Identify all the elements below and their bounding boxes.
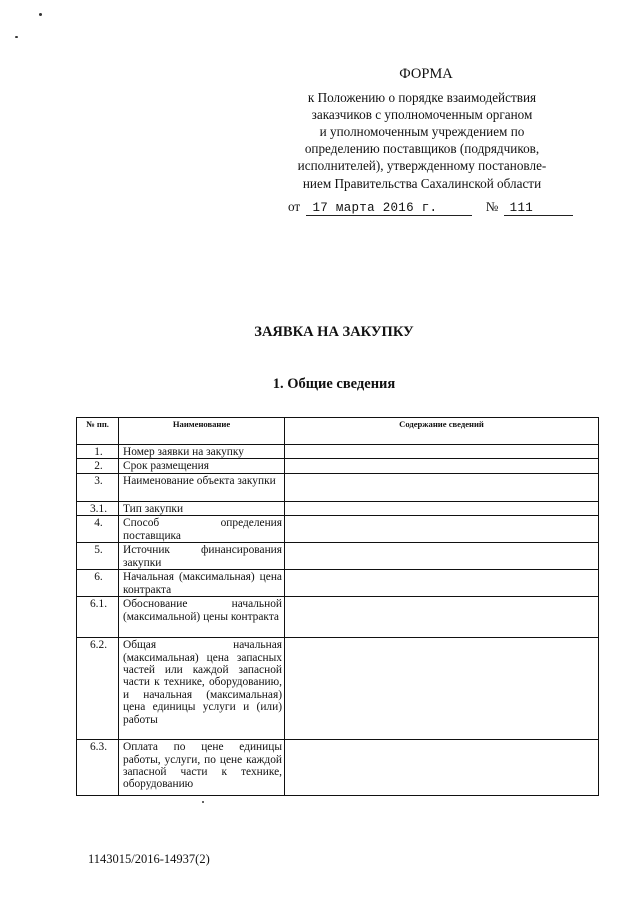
row-name: Источник финансирования закупки xyxy=(119,543,285,570)
row-content[interactable] xyxy=(285,638,599,740)
header-line: исполнителей), утвержденному постановле- xyxy=(297,158,547,174)
table-row xyxy=(77,516,599,543)
row-number: 6.3. xyxy=(77,740,119,796)
scan-speck xyxy=(202,801,204,803)
document-title: ЗАЯВКА НА ЗАКУПКУ xyxy=(254,324,414,340)
table-row xyxy=(77,543,599,570)
decree-number: 111 xyxy=(504,201,573,216)
table-row xyxy=(77,445,599,459)
row-name: Тип закупки xyxy=(119,501,285,515)
column-header-num: № пп. xyxy=(77,418,119,445)
row-number: 6. xyxy=(77,570,119,597)
header-line: и уполномоченным учреждением по xyxy=(319,124,525,140)
table-header-row xyxy=(77,418,599,445)
header-line: к Положению о порядке взаимодействия xyxy=(307,90,537,106)
table-row xyxy=(77,459,599,473)
document-code: 1143015/2016-14937(2) xyxy=(88,852,210,866)
decree-reference xyxy=(288,199,588,216)
row-name: Общая начальная (максимальная) цена запасных частей или каждой запасной части к технике, оборудованию, и начальная (максимальная) цена единицы услуги и (или) работы xyxy=(119,638,285,740)
row-number: 3. xyxy=(77,473,119,501)
row-content[interactable] xyxy=(285,570,599,597)
table-row xyxy=(77,638,599,740)
form-label: ФОРМА xyxy=(399,66,453,82)
header-line: заказчиков с уполномоченным органом xyxy=(311,107,533,123)
row-name: Обоснование начальной (максимальной) цены контракта xyxy=(119,597,285,638)
row-content[interactable] xyxy=(285,445,599,459)
row-number: 3.1. xyxy=(77,501,119,515)
form-header xyxy=(262,66,582,192)
scan-speck xyxy=(39,13,42,16)
row-content[interactable] xyxy=(285,740,599,796)
row-content[interactable] xyxy=(285,516,599,543)
row-number: 6.2. xyxy=(77,638,119,740)
row-name: Наименование объекта закупки xyxy=(119,473,285,501)
row-number: 2. xyxy=(77,459,119,473)
row-name: Срок размещения xyxy=(119,459,285,473)
table-row xyxy=(77,740,599,796)
header-line: нием Правительства Сахалинской области xyxy=(302,175,542,191)
row-content[interactable] xyxy=(285,459,599,473)
row-number: 6.1. xyxy=(77,597,119,638)
row-content[interactable] xyxy=(285,501,599,515)
general-info-table xyxy=(76,417,599,796)
row-content[interactable] xyxy=(285,597,599,638)
row-content[interactable] xyxy=(285,543,599,570)
header-line: определению поставщиков (подрядчиков, xyxy=(304,141,540,157)
row-name: Начальная (максимальная) цена контракта xyxy=(119,570,285,597)
row-name: Оплата по цене единицы работы, услуги, по цене каждой запасной части к технике, оборудованию xyxy=(119,740,285,796)
table-row xyxy=(77,597,599,638)
row-content[interactable] xyxy=(285,473,599,501)
column-header-content: Содержание сведений xyxy=(285,418,599,445)
row-number: 1. xyxy=(77,445,119,459)
row-name: Номер заявки на закупку xyxy=(119,445,285,459)
row-name: Способ определения поставщика xyxy=(119,516,285,543)
date-prefix: от xyxy=(288,199,301,214)
scan-speck xyxy=(15,36,18,38)
row-number: 4. xyxy=(77,516,119,543)
row-number: 5. xyxy=(77,543,119,570)
table-row xyxy=(77,473,599,501)
table-row xyxy=(77,570,599,597)
column-header-name: Наименование xyxy=(119,418,285,445)
section-title: 1. Общие сведения xyxy=(272,376,396,392)
table-row xyxy=(77,501,599,515)
number-sign: № xyxy=(485,199,499,214)
decree-date: 17 марта 2016 г. xyxy=(306,201,472,216)
